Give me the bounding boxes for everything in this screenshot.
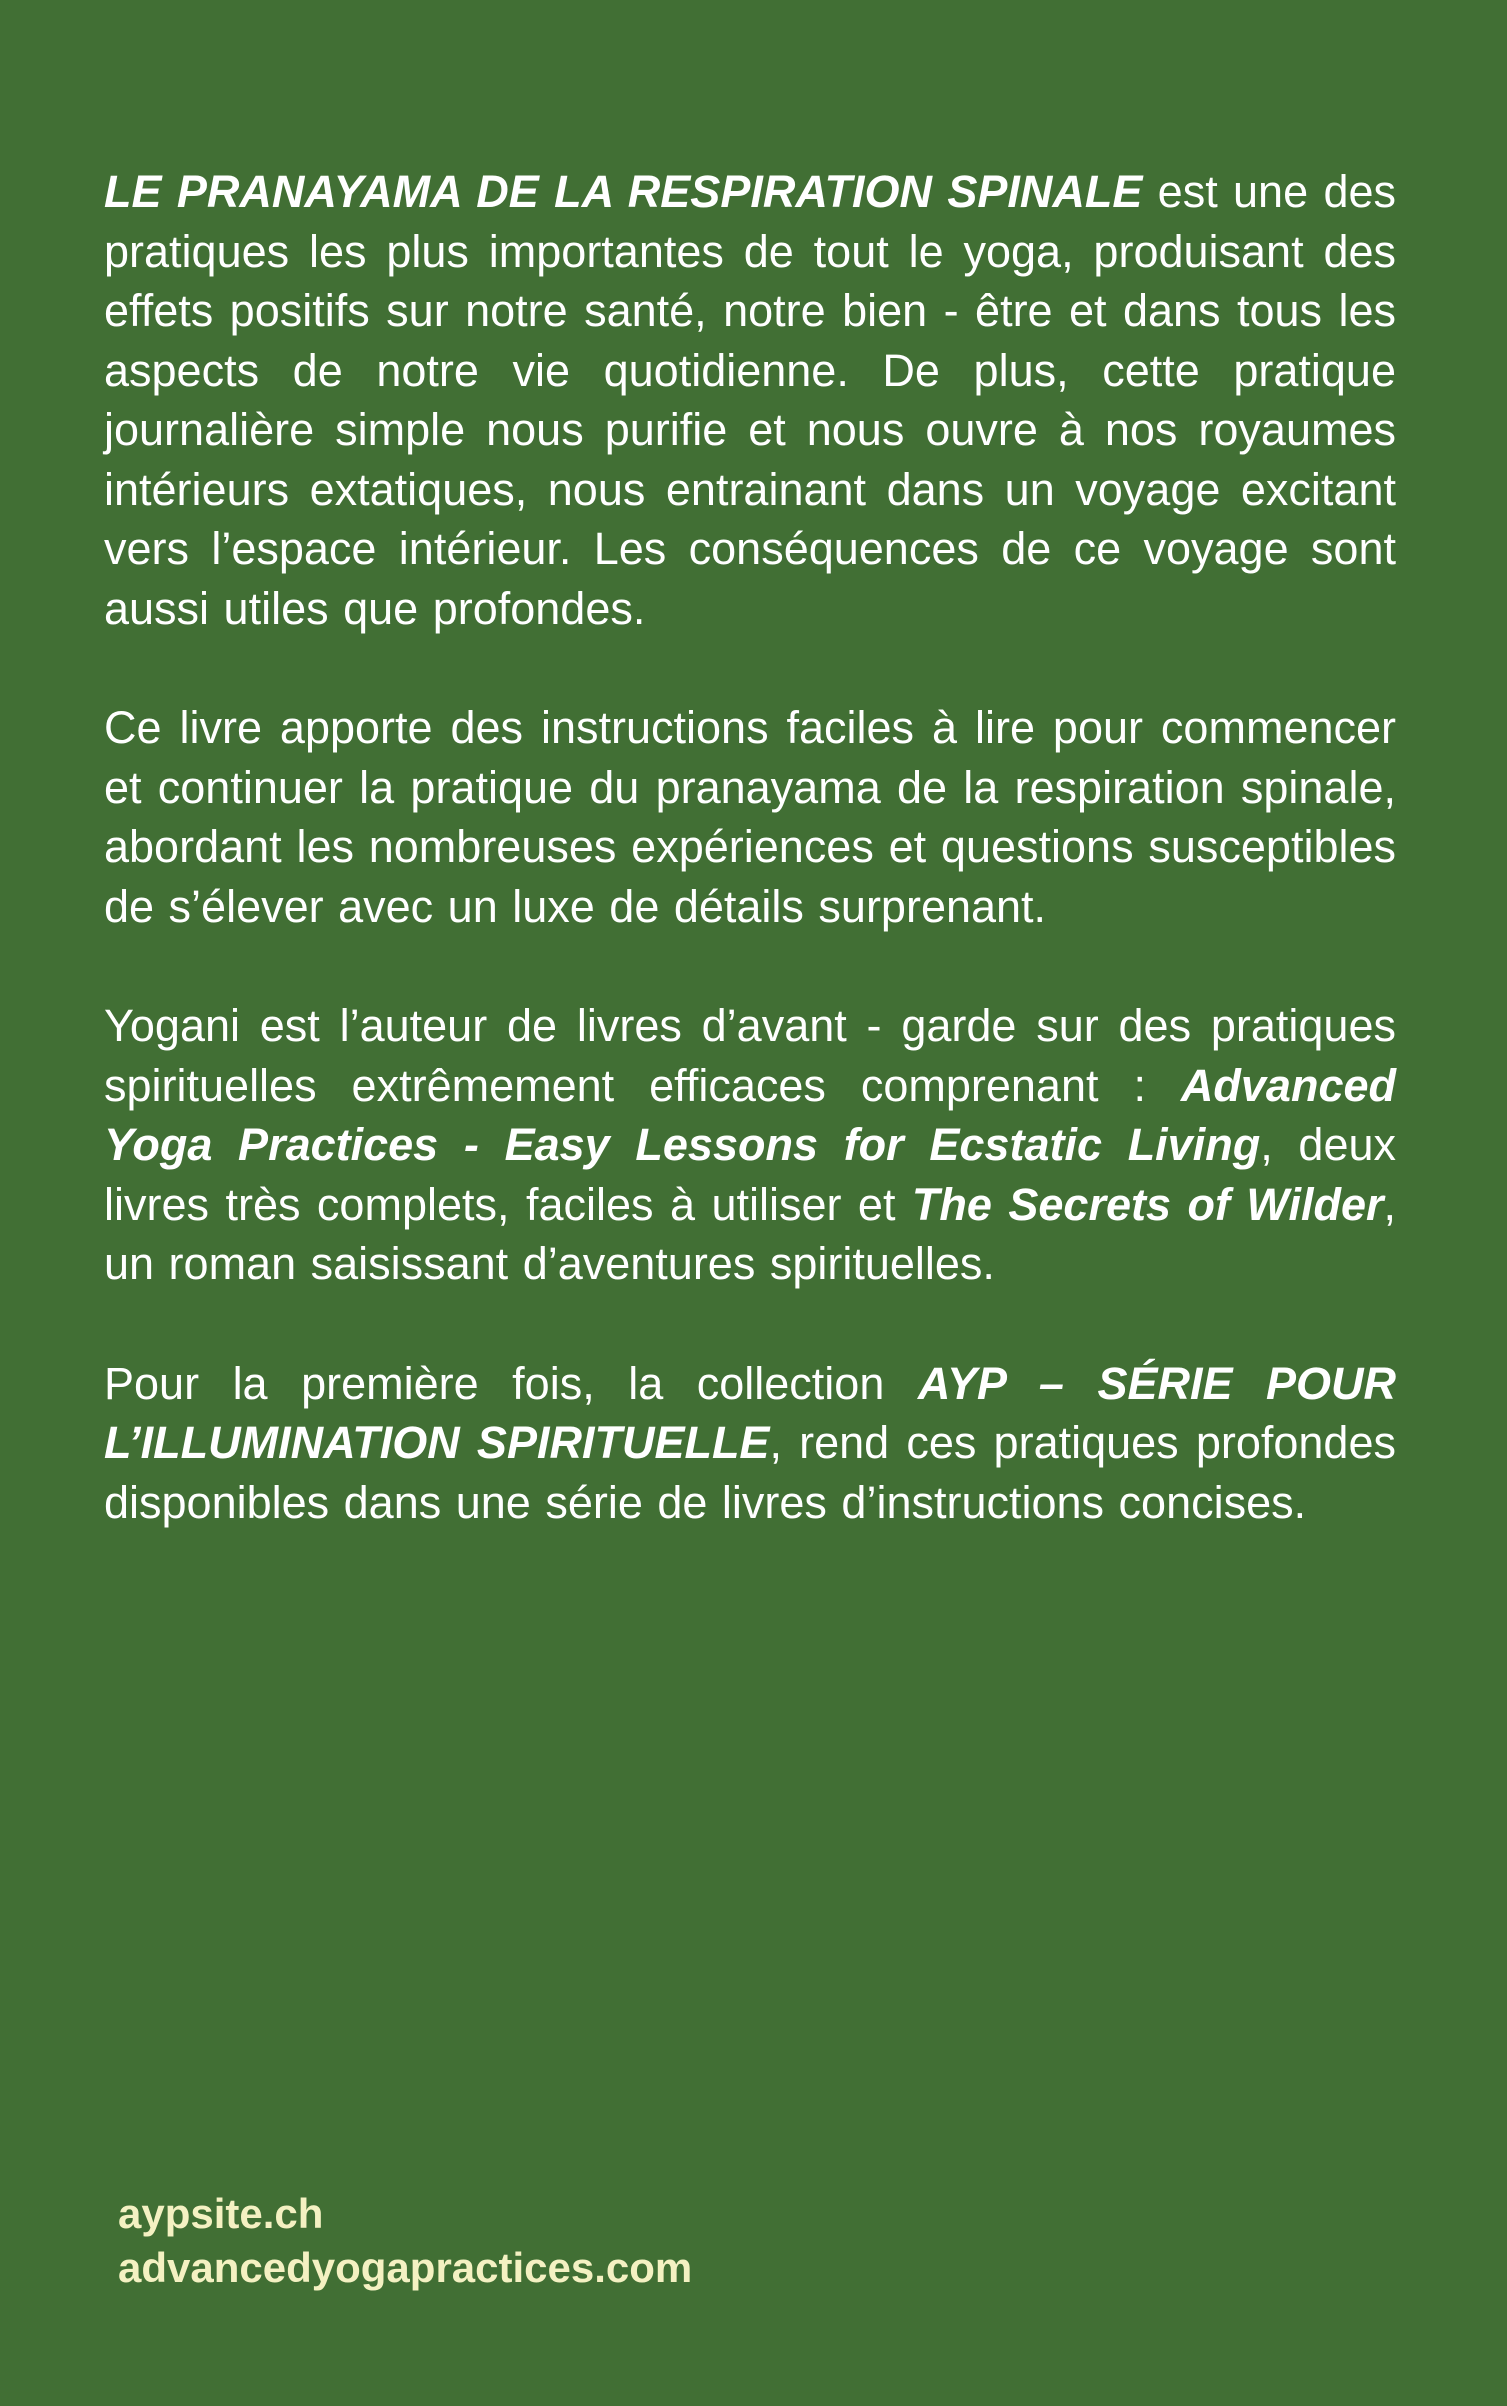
book-title-ayp: Advanced Yoga Practices - Easy Lessons for Ecstatic Living <box>104 1059 1396 1170</box>
author-paragraph <box>104 996 1396 1294</box>
website-link-aypsite[interactable]: aypsite.ch <box>118 2190 324 2237</box>
back-cover-text <box>104 162 1396 1532</box>
description-paragraph <box>104 698 1396 936</box>
author-text-c: , un roman saisissant d’aventures spirituelles. <box>104 1178 1397 1289</box>
series-paragraph <box>104 1354 1396 1533</box>
description-text: Ce livre apporte des instructions faciles à lire pour commencer et continuer la pratique du pranayama de la respiration spinale, abordant les nombreuses expériences et questions susceptibles de s’élever avec un luxe de détails surprenant. <box>104 702 1396 932</box>
author-text-a: Yogani est l’auteur de livres d’avant - garde sur des pratiques spirituelles extrêmement efficaces comprenant : <box>104 1000 1396 1111</box>
website-links <box>118 2187 692 2295</box>
series-text-b: , rend ces pratiques profondes disponibles dans une série de livres d’instructions concises. <box>104 1417 1396 1528</box>
book-title: LE PRANAYAMA DE LA RESPIRATION SPINALE <box>104 166 1143 217</box>
series-title: AYP – SÉRIE POUR L’ILLUMINATION SPIRITUELLE <box>104 1357 1397 1468</box>
series-text-a: Pour la première fois, la collection <box>104 1357 918 1409</box>
book-title-wilder: The Secrets of Wilder <box>911 1178 1384 1230</box>
author-text-b: , deux livres très complets, faciles à utiliser et <box>104 1119 1396 1230</box>
intro-paragraph <box>104 162 1396 638</box>
website-link-advancedyogapractices[interactable]: advancedyogapractices.com <box>118 2244 693 2291</box>
intro-text: est une des pratiques les plus importantes de tout le yoga, produisant des effets positifs sur notre santé, notre bien - être et dans tous les aspects de notre vie quotidienne. De plus, cette pratique journalière simple nous purifie et nous ouvre à nos royaumes intérieurs extatiques, nous entrainant dans un voyage excitant vers l’espace intérieur. Les conséquences de ce voyage sont aussi utiles que profondes. <box>104 166 1396 634</box>
